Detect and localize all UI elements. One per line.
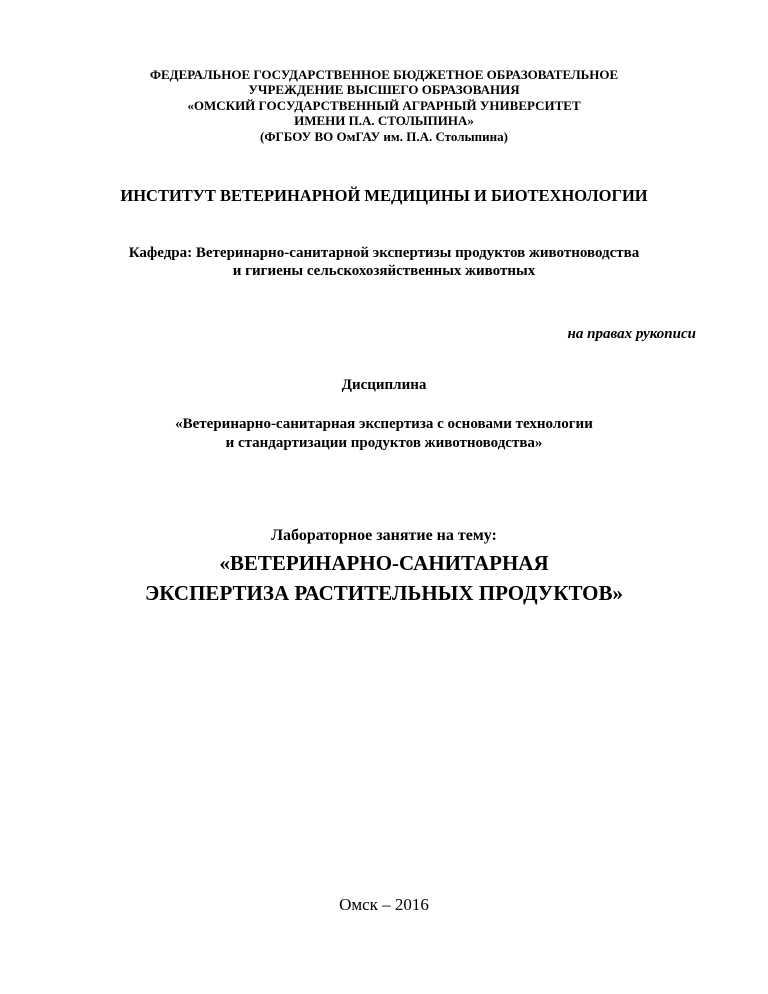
header-line-5: (ФГБОУ ВО ОмГАУ им. П.А. Столыпина)	[260, 129, 508, 144]
department-line-1: Кафедра: Ветеринарно-санитарной экспертизы продуктов животноводства	[128, 245, 640, 261]
institute-title: ИНСТИТУТ ВЕТЕРИНАРНОЙ МЕДИЦИНЫ И БИОТЕХНОЛОГИИ	[120, 186, 648, 205]
topic-line-1: «ВЕТЕРИНАРНО-САНИТАРНАЯ	[219, 551, 549, 575]
lesson-label: Лабораторное занятие на тему:	[271, 527, 497, 544]
header-line-2: УЧРЕЖДЕНИЕ ВЫСШЕГО ОБРАЗОВАНИЯ	[248, 82, 520, 97]
discipline-line-1: «Ветеринарно-санитарная экспертиза с основами технологии	[175, 416, 593, 432]
city-year: Омск – 2016	[339, 895, 429, 914]
manuscript-note: на правах рукописи	[567, 326, 696, 342]
header-line-1: ФЕДЕРАЛЬНОЕ ГОСУДАРСТВЕННОЕ БЮДЖЕТНОЕ ОБРАЗОВАТЕЛЬНОЕ	[149, 67, 619, 82]
discipline-line-2: и стандартизации продуктов животноводства»	[225, 435, 543, 451]
topic-line-2: ЭКСПЕРТИЗА РАСТИТЕЛЬНЫХ ПРОДУКТОВ»	[144, 581, 624, 605]
department-line-2: и гигиены сельскохозяйственных животных	[232, 263, 536, 279]
discipline-label: Дисциплина	[341, 377, 427, 393]
header-line-4: ИМЕНИ П.А. СТОЛЫПИНА»	[294, 113, 474, 128]
header-line-3: «ОМСКИЙ ГОСУДАРСТВЕННЫЙ АГРАРНЫЙ УНИВЕРСИТЕТ	[187, 98, 581, 113]
